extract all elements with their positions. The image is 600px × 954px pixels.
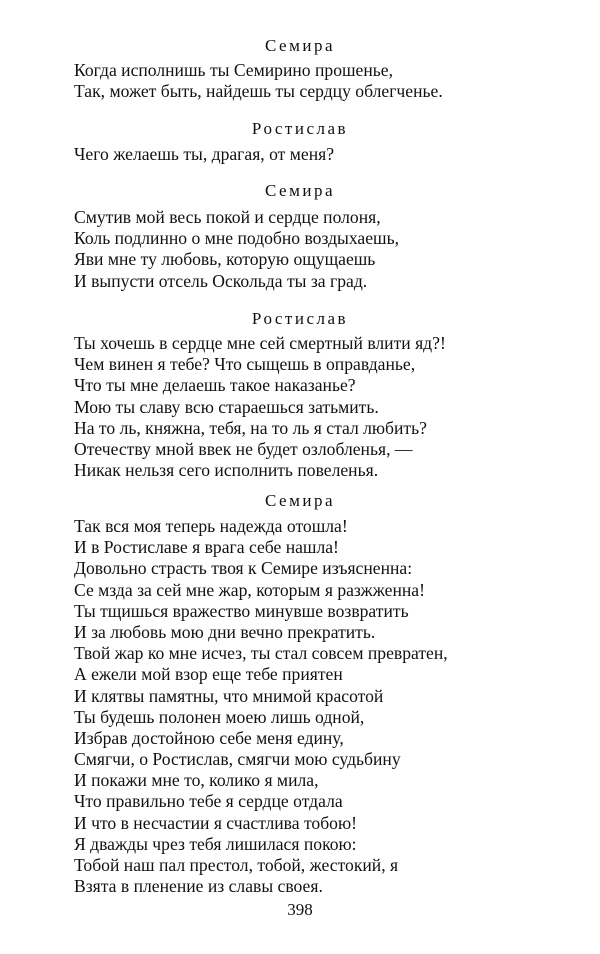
speaker-heading: Ростислав	[251, 309, 349, 328]
verse-line: Мою ты славу всю стараешься затьмить.	[74, 396, 379, 417]
verse-line: И выпусти отсель Оскольда ты за град.	[74, 270, 368, 291]
verse-line: Тобой наш пал престол, тобой, жестокий, я	[74, 855, 399, 875]
verse-line: Чего желаешь ты, драгая, от меня?	[74, 144, 335, 164]
verse-line: Так, может быть, найдешь ты сердцу облегченье.	[74, 81, 443, 102]
speaker-heading: Ростислав	[251, 119, 349, 138]
speaker-heading: Семира	[265, 181, 335, 200]
verse-line: Что правильно тебе я сердце отдала	[74, 791, 343, 812]
page-number: 398	[287, 900, 313, 919]
speaker-heading: Семира	[265, 36, 335, 55]
verse-block	[74, 60, 443, 102]
verse-line: Смутив мой весь покой и сердце полоня,	[74, 207, 381, 227]
verse-line: И покажи мне то, колико я мила,	[74, 770, 319, 791]
verse-block	[74, 333, 446, 481]
verse-line: И клятвы памятны, что мнимой красотой	[74, 685, 384, 706]
verse-line: Отечеству мной ввек не будет озлобленья, —	[74, 438, 413, 459]
verse-line: Так вся моя теперь надежда отошла!	[74, 516, 348, 536]
verse-block	[74, 207, 399, 292]
verse-line: Что ты мне делаешь такое наказанье?	[74, 375, 356, 396]
verse-line: Коль подлинно о мне подобно воздыхаешь,	[74, 228, 400, 249]
verse-line: Ты хочешь в сердце мне сей смертный влити яд?!	[74, 333, 446, 353]
verse-line: И в Ростиславе я врага себе нашла!	[74, 537, 339, 558]
verse-block	[74, 516, 448, 897]
verse-line: Чем винен я тебе? Что сыщешь в оправданье,	[74, 354, 416, 375]
verse-line: Довольно страсть твоя к Семире изъясненна:	[74, 558, 413, 579]
speaker-heading: Семира	[265, 491, 335, 510]
verse-line: Когда исполнишь ты Семирино прошенье,	[74, 60, 393, 80]
verse-line: Твой жар ко мне исчез, ты стал совсем превратен,	[74, 643, 448, 664]
verse-line: Смягчи, о Ростислав, смягчи мою судьбину	[74, 749, 401, 770]
verse-line: Никак нельзя сего исполнить повеленья.	[74, 460, 379, 481]
verse-line: Я дважды чрез тебя лишилася покою:	[74, 833, 357, 854]
verse-line: На то ль, княжна, тебя, на то ль я стал любить?	[74, 417, 427, 438]
verse-line: И за любовь мою дни вечно прекратить.	[74, 621, 376, 642]
verse-line: Се мзда за сей мне жар, которым я разжженна!	[74, 579, 425, 600]
verse-block	[74, 144, 334, 165]
verse-line: Ты тщишься вражество минувше возвратить	[74, 600, 409, 621]
verse-line: И что в несчастии я счастлива тобою!	[74, 812, 357, 833]
verse-line: А ежели мой взор еще тебе приятен	[74, 664, 343, 685]
verse-line: Ты будешь полонен моею лишь одной,	[74, 706, 365, 727]
verse-line: Взята в пленение из славы своея.	[74, 876, 323, 897]
verse-line: Избрав достойною себе меня едину,	[74, 727, 344, 748]
verse-line: Яви мне ту любовь, которую ощущаешь	[74, 249, 376, 270]
